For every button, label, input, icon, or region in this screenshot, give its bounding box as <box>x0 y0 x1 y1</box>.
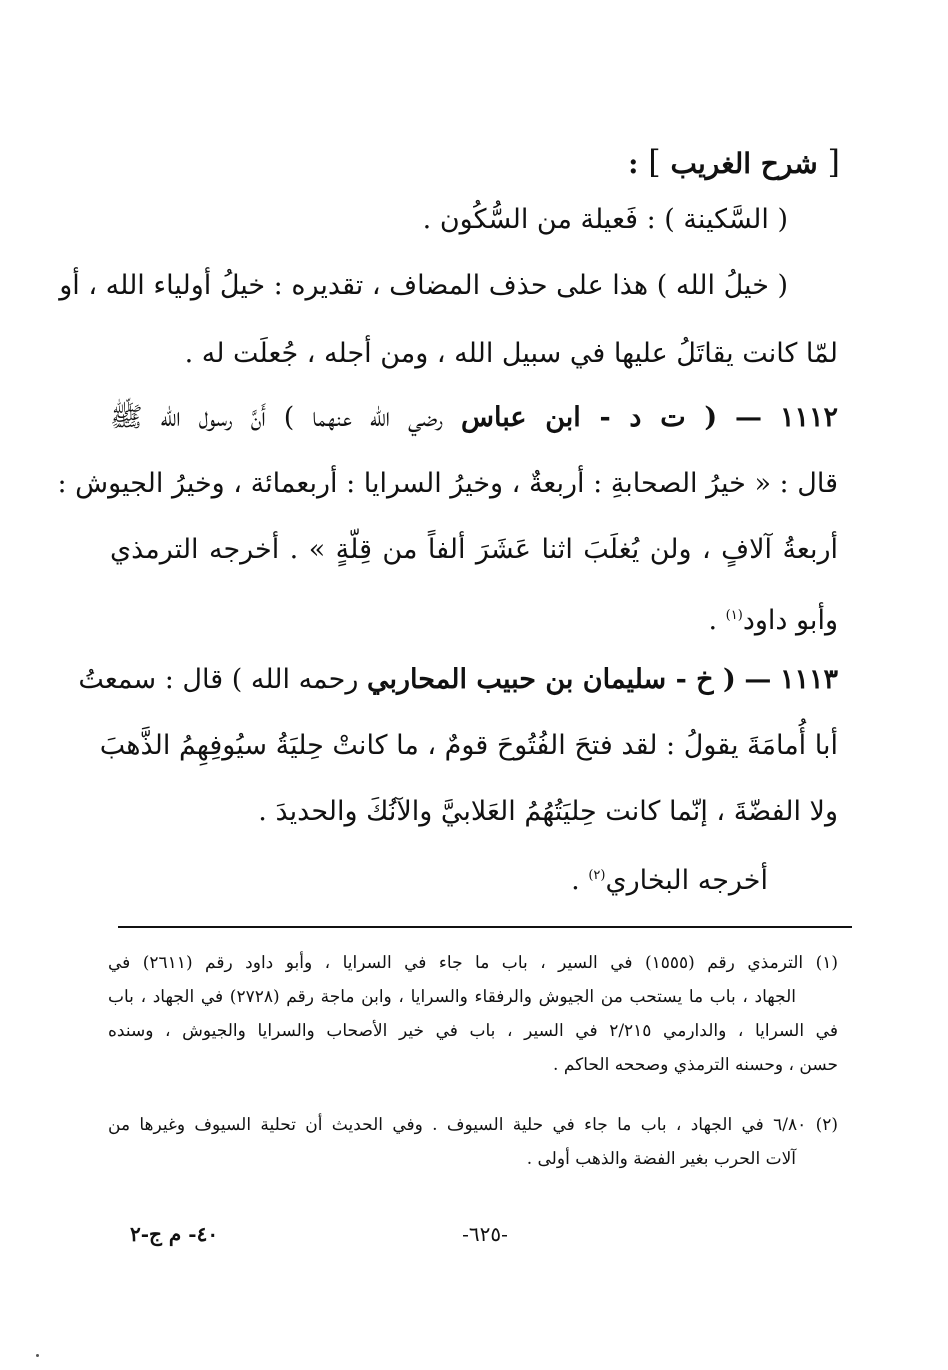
hadith-source: ( ت د - ابن عباس <box>461 402 718 433</box>
line-end: . <box>708 605 718 636</box>
footnote-1-line-2: الجهاد ، باب ما يستحب من الجيوش والرفقاء والسرايا ، وابن ماجة رقم (٢٧٢٨) في الجهاد ، باب <box>108 987 796 1007</box>
hadith-1113-line-1: أبا أُمامَةَ يقولُ : لقد فتحَ الفُتُوحَ قومٌ ، ما كانتْ حِليَةُ سيُوفِهِمُ الذَّهبَ <box>99 730 838 761</box>
bracket-close: ] <box>648 143 661 181</box>
heading-title: شرح الغريب <box>670 147 818 180</box>
hadith-dash: — <box>744 664 772 695</box>
line-sakina: ( السَّكينة ) : فَعيلة من السُّكُون . <box>422 204 788 235</box>
line-khayl-cont: لمّا كانت يقاتَلُ عليها في سبيل الله ، ومن أجله ، جُعلَت له . <box>184 338 838 369</box>
hadith-1112-heading <box>110 398 838 438</box>
hadith-dash: — <box>735 402 763 433</box>
footnote-1-line-1: (١) الترمذي رقم (١٥٥٥) في السير ، باب ما جاء في السرايا ، وأبو داود رقم (٢٦١١) في <box>108 953 838 973</box>
scan-speck <box>36 1354 39 1357</box>
footnote-1-line-4: حسن ، وحسنه الترمذي وصححه الحاكم . <box>553 1055 838 1075</box>
hadith-1113-heading <box>78 660 838 700</box>
hadith-1112-line-1: قال : « خيرُ الصحابةِ : أربعةٌ ، وخيرُ السرايا : أربعمائة ، وخيرُ الجيوش : <box>57 468 838 499</box>
printer-signature: ٤٠- م ج-٢ <box>130 1222 219 1246</box>
footnote-ref-1: (١) <box>725 608 743 623</box>
hadith-1113-line-2: ولا الفضّةَ ، إنّما كانت حِليَتُهُمُ العَلابيَّ والآنُكَ والحديدَ . <box>258 796 838 827</box>
hadith-intro: رحمه الله ) قال : سمعتُ <box>78 664 359 695</box>
line-khayl-allah: ( خيلُ الله ) هذا على حذف المضاف ، تقديره : خيلُ أولياء الله ، أو <box>59 270 788 301</box>
footnote-2-line-1: (٢) ٦/٨٠ في الجهاد ، باب ما جاء في حلية السيوف . وفي الحديث أن تحلية السيوف وغيرها من <box>108 1115 838 1135</box>
bracket-open: [ <box>827 143 840 181</box>
section-heading <box>110 142 840 184</box>
line-end: . <box>571 865 580 896</box>
page-number: -٦٢٥- <box>462 1222 508 1246</box>
hadith-number: ١١١٢ <box>779 402 838 433</box>
hadith-source: ( خ - سليمان بن حبيب المحاربي <box>366 664 736 695</box>
footnote-2-line-2: آلات الحرب بغير الفضة والذهب أولى . <box>526 1149 796 1169</box>
hadith-1113-line-3 <box>110 856 768 901</box>
hadith-number: ١١١٣ <box>779 664 838 695</box>
heading-colon: : <box>628 147 639 180</box>
line-text: وأبو داود <box>742 605 838 636</box>
hadith-intro: رضي الله عنهما ) أَنَّ رسول الله ﷺ <box>110 402 444 433</box>
hadith-1112-line-3 <box>110 596 838 641</box>
line-text: أخرجه البخاري <box>605 865 768 896</box>
footnote-divider <box>118 926 852 928</box>
footnote-ref-2: (٢) <box>588 868 606 883</box>
hadith-1112-line-2: أربعةُ آلافٍ ، ولن يُغلَبَ اثنا عَشَرَ ألفاً من قِلّةٍ » . أخرجه الترمذي <box>110 534 838 565</box>
footnote-1-line-3: في السرايا ، والدارمي ٢/٢١٥ في السير ، باب في خير الأصحاب والسرايا والجيوش ، وسنده <box>108 1021 838 1041</box>
